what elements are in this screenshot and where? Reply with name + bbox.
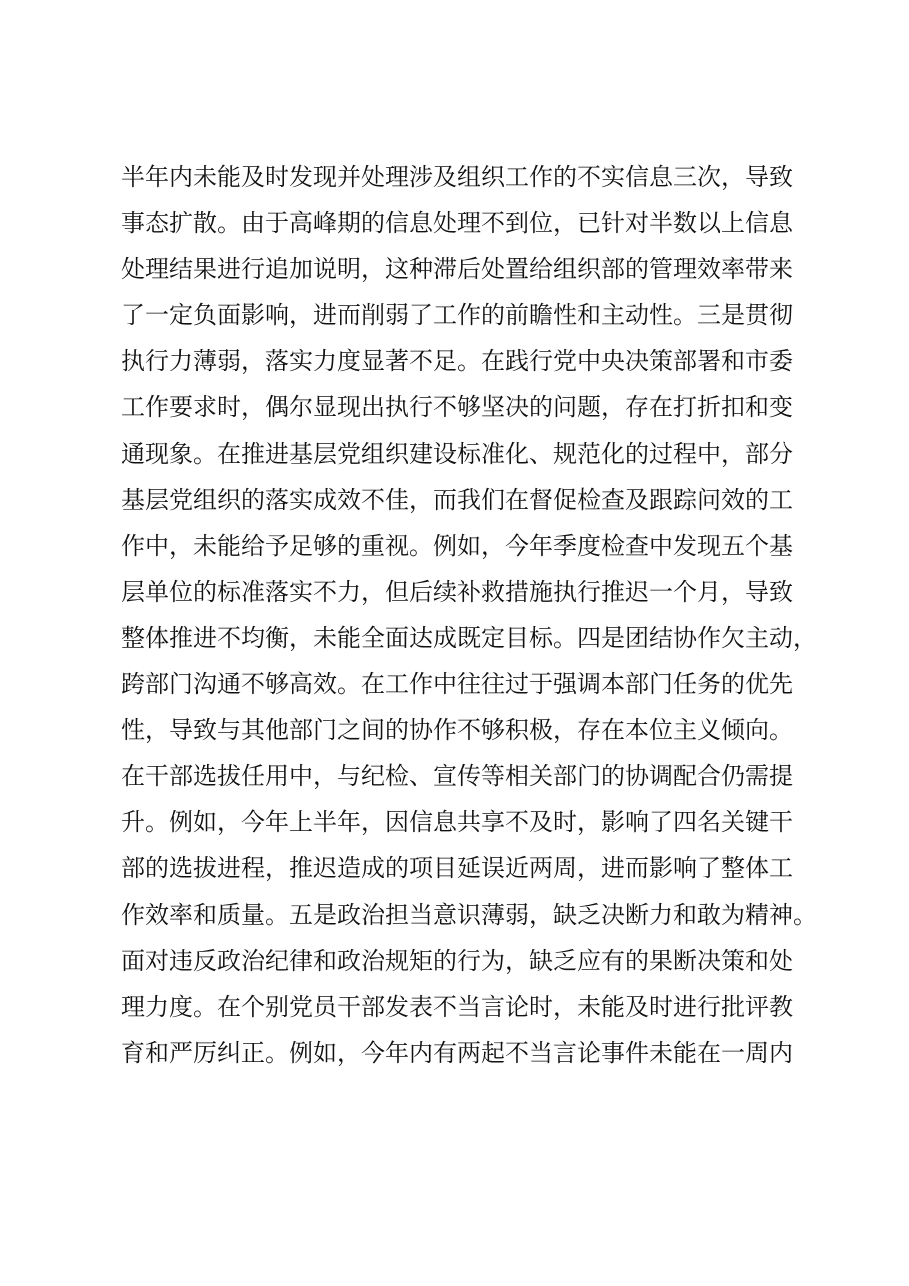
text-line: 升。例如，今年上半年，因信息共享不及时，影响了四名关键干 [121,808,793,837]
text-line: 在干部选拔任用中，与纪检、宣传等相关部门的协调配合仍需提 [121,762,793,791]
text-line: 部的选拔进程，推迟造成的项目延误近两周，进而影响了整体工 [121,854,793,883]
text-line: 工作要求时，偶尔显现出执行不够坚决的问题，存在打折扣和变 [121,393,793,422]
text-line: 作中，未能给予足够的重视。例如，今年季度检查中发现五个基 [121,531,793,560]
text-line: 执行力薄弱，落实力度显著不足。在践行党中央决策部署和市委 [121,347,793,376]
text-line: 处理结果进行追加说明，这种滞后处置给组织部的管理效率带来 [121,255,793,284]
text-line: 性，导致与其他部门之间的协作不够积极，存在本位主义倾向。 [121,716,793,745]
body-paragraph [121,154,817,1076]
text-line: 基层党组织的落实成效不佳，而我们在督促检查及跟踪问效的工 [121,485,793,514]
text-line: 事态扩散。由于高峰期的信息处理不到位，已针对半数以上信息 [121,209,793,238]
text-line: 半年内未能及时发现并处理涉及组织工作的不实信息三次，导致 [121,163,793,191]
text-line: 了一定负面影响，进而削弱了工作的前瞻性和主动性。三是贯彻 [121,301,793,330]
text-line: 作效率和质量。五是政治担当意识薄弱，缺乏决断力和敢为精神。 [121,900,817,929]
text-line: 通现象。在推进基层党组织建设标准化、规范化的过程中，部分 [121,439,793,468]
text-line: 育和严厉纠正。例如，今年内有两起不当言论事件未能在一周内 [121,1038,793,1067]
text-line: 层单位的标准落实不力，但后续补救措施执行推迟一个月，导致 [121,577,793,606]
text-line: 理力度。在个别党员干部发表不当言论时，未能及时进行批评教 [121,992,793,1021]
text-line: 跨部门沟通不够高效。在工作中往往过于强调本部门任务的优先 [121,670,793,699]
text-line: 整体推进不均衡，未能全面达成既定目标。四是团结协作欠主动， [121,623,817,652]
text-line: 面对违反政治纪律和政治规矩的行为，缺乏应有的果断决策和处 [121,946,793,975]
